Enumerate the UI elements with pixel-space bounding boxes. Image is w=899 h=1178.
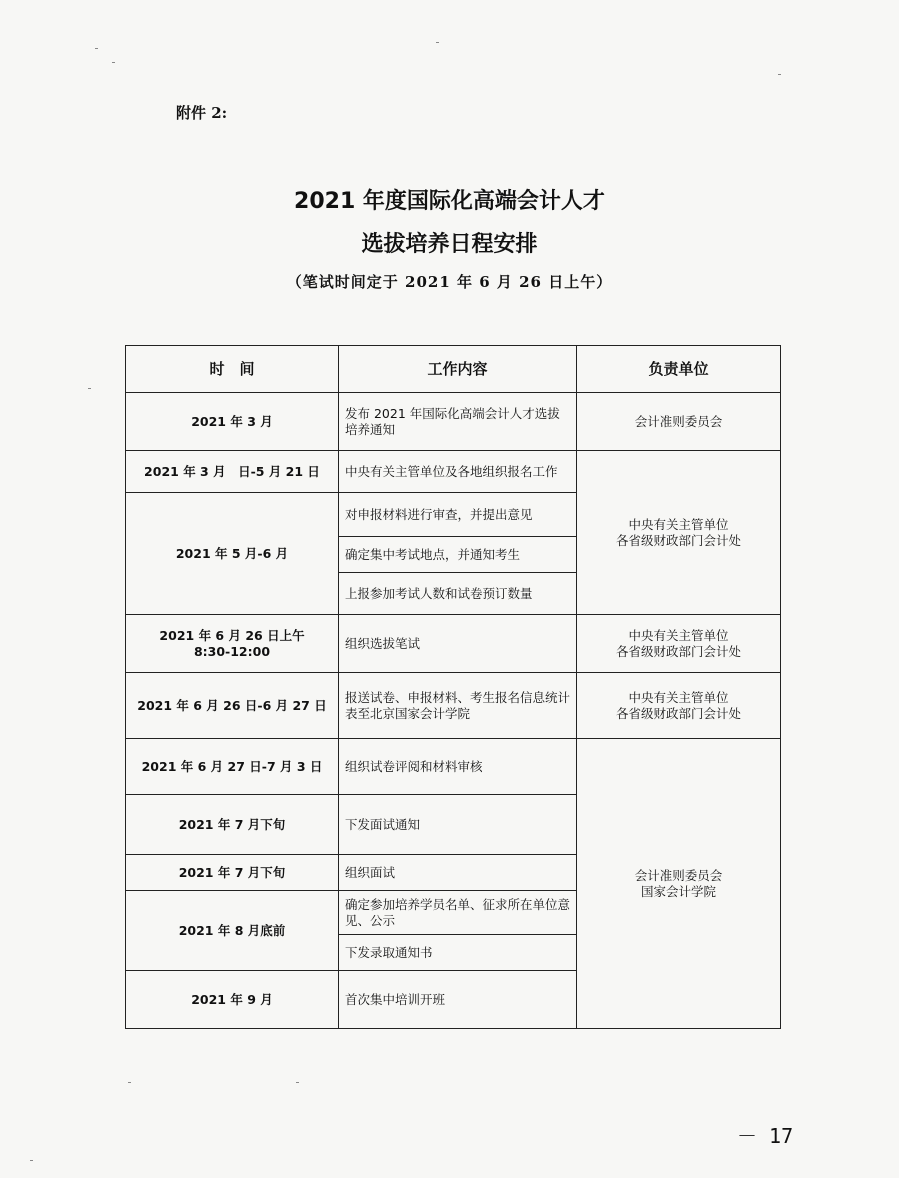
cell-unit: 会计准则委员会 国家会计学院: [577, 739, 781, 1029]
table-row: [126, 393, 781, 451]
cell-time: 2021 年 6 月 26 日-6 月 27 日: [126, 673, 339, 739]
table-row: [126, 673, 781, 739]
scan-speck: [296, 1082, 299, 1083]
cell-work: 组织试卷评阅和材料审核: [339, 739, 577, 795]
cell-time: 2021 年 3 月: [126, 393, 339, 451]
document-subtitle: （笔试时间定于 2021 年 6 月 26 日上午）: [286, 273, 613, 291]
header-time: 时 间: [126, 346, 339, 393]
document-title-line1: 2021 年度国际化高端会计人才: [294, 189, 605, 214]
cell-work: 确定集中考试地点，并通知考生: [339, 537, 577, 573]
cell-work: 组织选拔笔试: [339, 615, 577, 673]
header-work: 工作内容: [339, 346, 577, 393]
cell-work: 下发面试通知: [339, 795, 577, 855]
cell-time: 2021 年 7 月下旬: [126, 855, 339, 891]
scan-speck: [95, 48, 98, 49]
table-header-row: [126, 346, 781, 393]
attachment-label: 附件 2:: [176, 104, 228, 122]
cell-work: 中央有关主管单位及各地组织报名工作: [339, 451, 577, 493]
scan-speck: [88, 388, 91, 389]
cell-unit: 中央有关主管单位 各省级财政部门会计处: [577, 451, 781, 615]
cell-unit: 会计准则委员会: [577, 393, 781, 451]
cell-work: 确定参加培养学员名单、征求所在单位意见、公示: [339, 891, 577, 935]
header-unit: 负责单位: [577, 346, 781, 393]
cell-unit: 中央有关主管单位 各省级财政部门会计处: [577, 615, 781, 673]
cell-work: 下发录取通知书: [339, 935, 577, 971]
cell-time: 2021 年 3 月 日-5 月 21 日: [126, 451, 339, 493]
cell-time: 2021 年 5 月-6 月: [126, 493, 339, 615]
cell-time: 2021 年 8 月底前: [126, 891, 339, 971]
cell-work: 上报参加考试人数和试卷预订数量: [339, 573, 577, 615]
cell-time: 2021 年 6 月 27 日-7 月 3 日: [126, 739, 339, 795]
cell-work: 组织面试: [339, 855, 577, 891]
scan-speck: [112, 62, 115, 63]
cell-work: 发布 2021 年国际化高端会计人才选拔培养通知: [339, 393, 577, 451]
scan-speck: [30, 1160, 33, 1161]
table-row: [126, 739, 781, 795]
cell-time: 2021 年 6 月 26 日上午 8:30-12:00: [126, 615, 339, 673]
cell-work: 报送试卷、申报材料、考生报名信息统计表至北京国家会计学院: [339, 673, 577, 739]
scan-speck: [128, 1082, 131, 1083]
table-row: [126, 451, 781, 493]
scan-speck: [436, 42, 439, 43]
scan-speck: [778, 74, 781, 75]
cell-unit: 中央有关主管单位 各省级财政部门会计处: [577, 673, 781, 739]
cell-time: 2021 年 9 月: [126, 971, 339, 1029]
page-number: － 17: [737, 1124, 794, 1148]
schedule-table: [125, 345, 781, 1029]
cell-work: 首次集中培训开班: [339, 971, 577, 1029]
table-row: [126, 615, 781, 673]
cell-time: 2021 年 7 月下旬: [126, 795, 339, 855]
cell-work: 对申报材料进行审查，并提出意见: [339, 493, 577, 537]
document-title-line2: 选拔培养日程安排: [361, 232, 538, 257]
